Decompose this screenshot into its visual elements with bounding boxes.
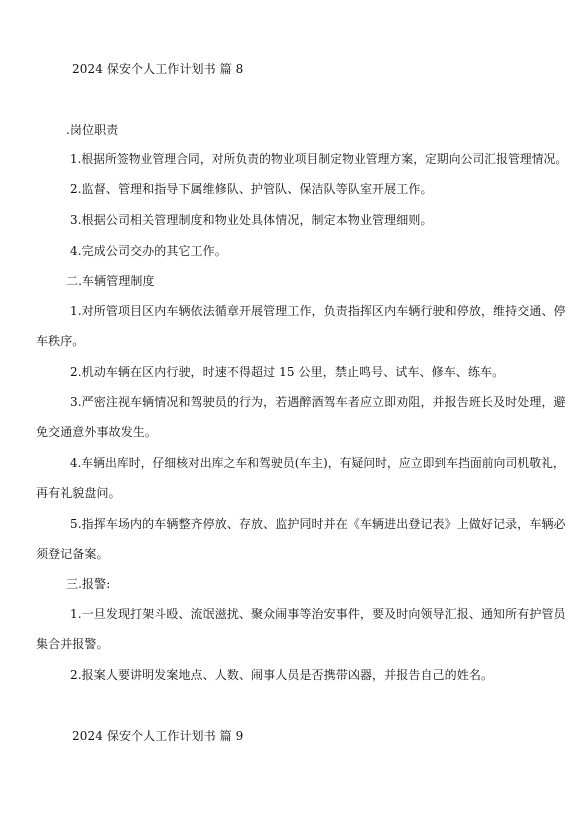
duty-item-3: 3.根据公司相关管理制度和物业处具体情况，制定本物业管理细则。 [70,213,433,227]
vehicle-item-5-line-2: 须登记备案。 [36,547,109,561]
vehicle-item-5-line-1: 5.指挥车场内的车辆整齐停放、存放、监护同时并在《车辆进出登记表》上做好记录，车辆必 [70,517,566,531]
alarm-item-1-line-1: 1.一旦发现打架斗殴、流氓滋扰、聚众闹事等治安事件，要及时向领导汇报、通知所有护管员 [70,607,566,621]
vehicle-item-1-line-1: 1.对所管项目区内车辆依法循章开展管理工作，负责指挥区内车辆行驶和停放，维持交通、停 [70,304,566,318]
vehicle-item-2: 2.机动车辆在区内行驶，时速不得超过 15 公里，禁止鸣号、试车、修车、练车。 [70,365,505,379]
section-heading-9: 2024 保安个人工作计划书 篇 9 [72,729,244,743]
vehicle-item-4-line-1: 4.车辆出库时，仔细核对出库之车和驾驶员(车主)，有疑问时，应立即到车挡面前向司机敬礼， [70,456,565,470]
duty-item-1: 1.根据所签物业管理合同，对所负责的物业项目制定物业管理方案，定期向公司汇报管理情况。 [70,152,568,166]
vehicle-heading: 二.车辆管理制度 [66,274,155,288]
duty-item-2: 2.监督、管理和指导下属维修队、护管队、保洁队等队室开展工作。 [70,182,433,196]
alarm-item-2: 2.报案人要讲明发案地点、人数、闹事人员是否携带凶器，并报告自己的姓名。 [70,668,494,682]
vehicle-item-3-line-2: 免交通意外事故发生。 [36,425,158,439]
alarm-heading: 三.报警: [66,577,111,591]
section-heading-8: 2024 保安个人工作计划书 篇 8 [72,62,244,76]
vehicle-item-1-line-2: 车秩序。 [36,334,85,348]
duty-item-4: 4.完成公司交办的其它工作。 [70,244,227,258]
duties-heading: .岗位职责 [66,123,119,137]
alarm-item-1-line-2: 集合并报警。 [36,637,109,651]
vehicle-item-3-line-1: 3.严密注视车辆情况和驾驶员的行为，若遇醉酒驾车者应立即劝阻，并报告班长及时处理，避 [70,395,566,409]
vehicle-item-4-line-2: 再有礼貌盘问。 [36,486,121,500]
